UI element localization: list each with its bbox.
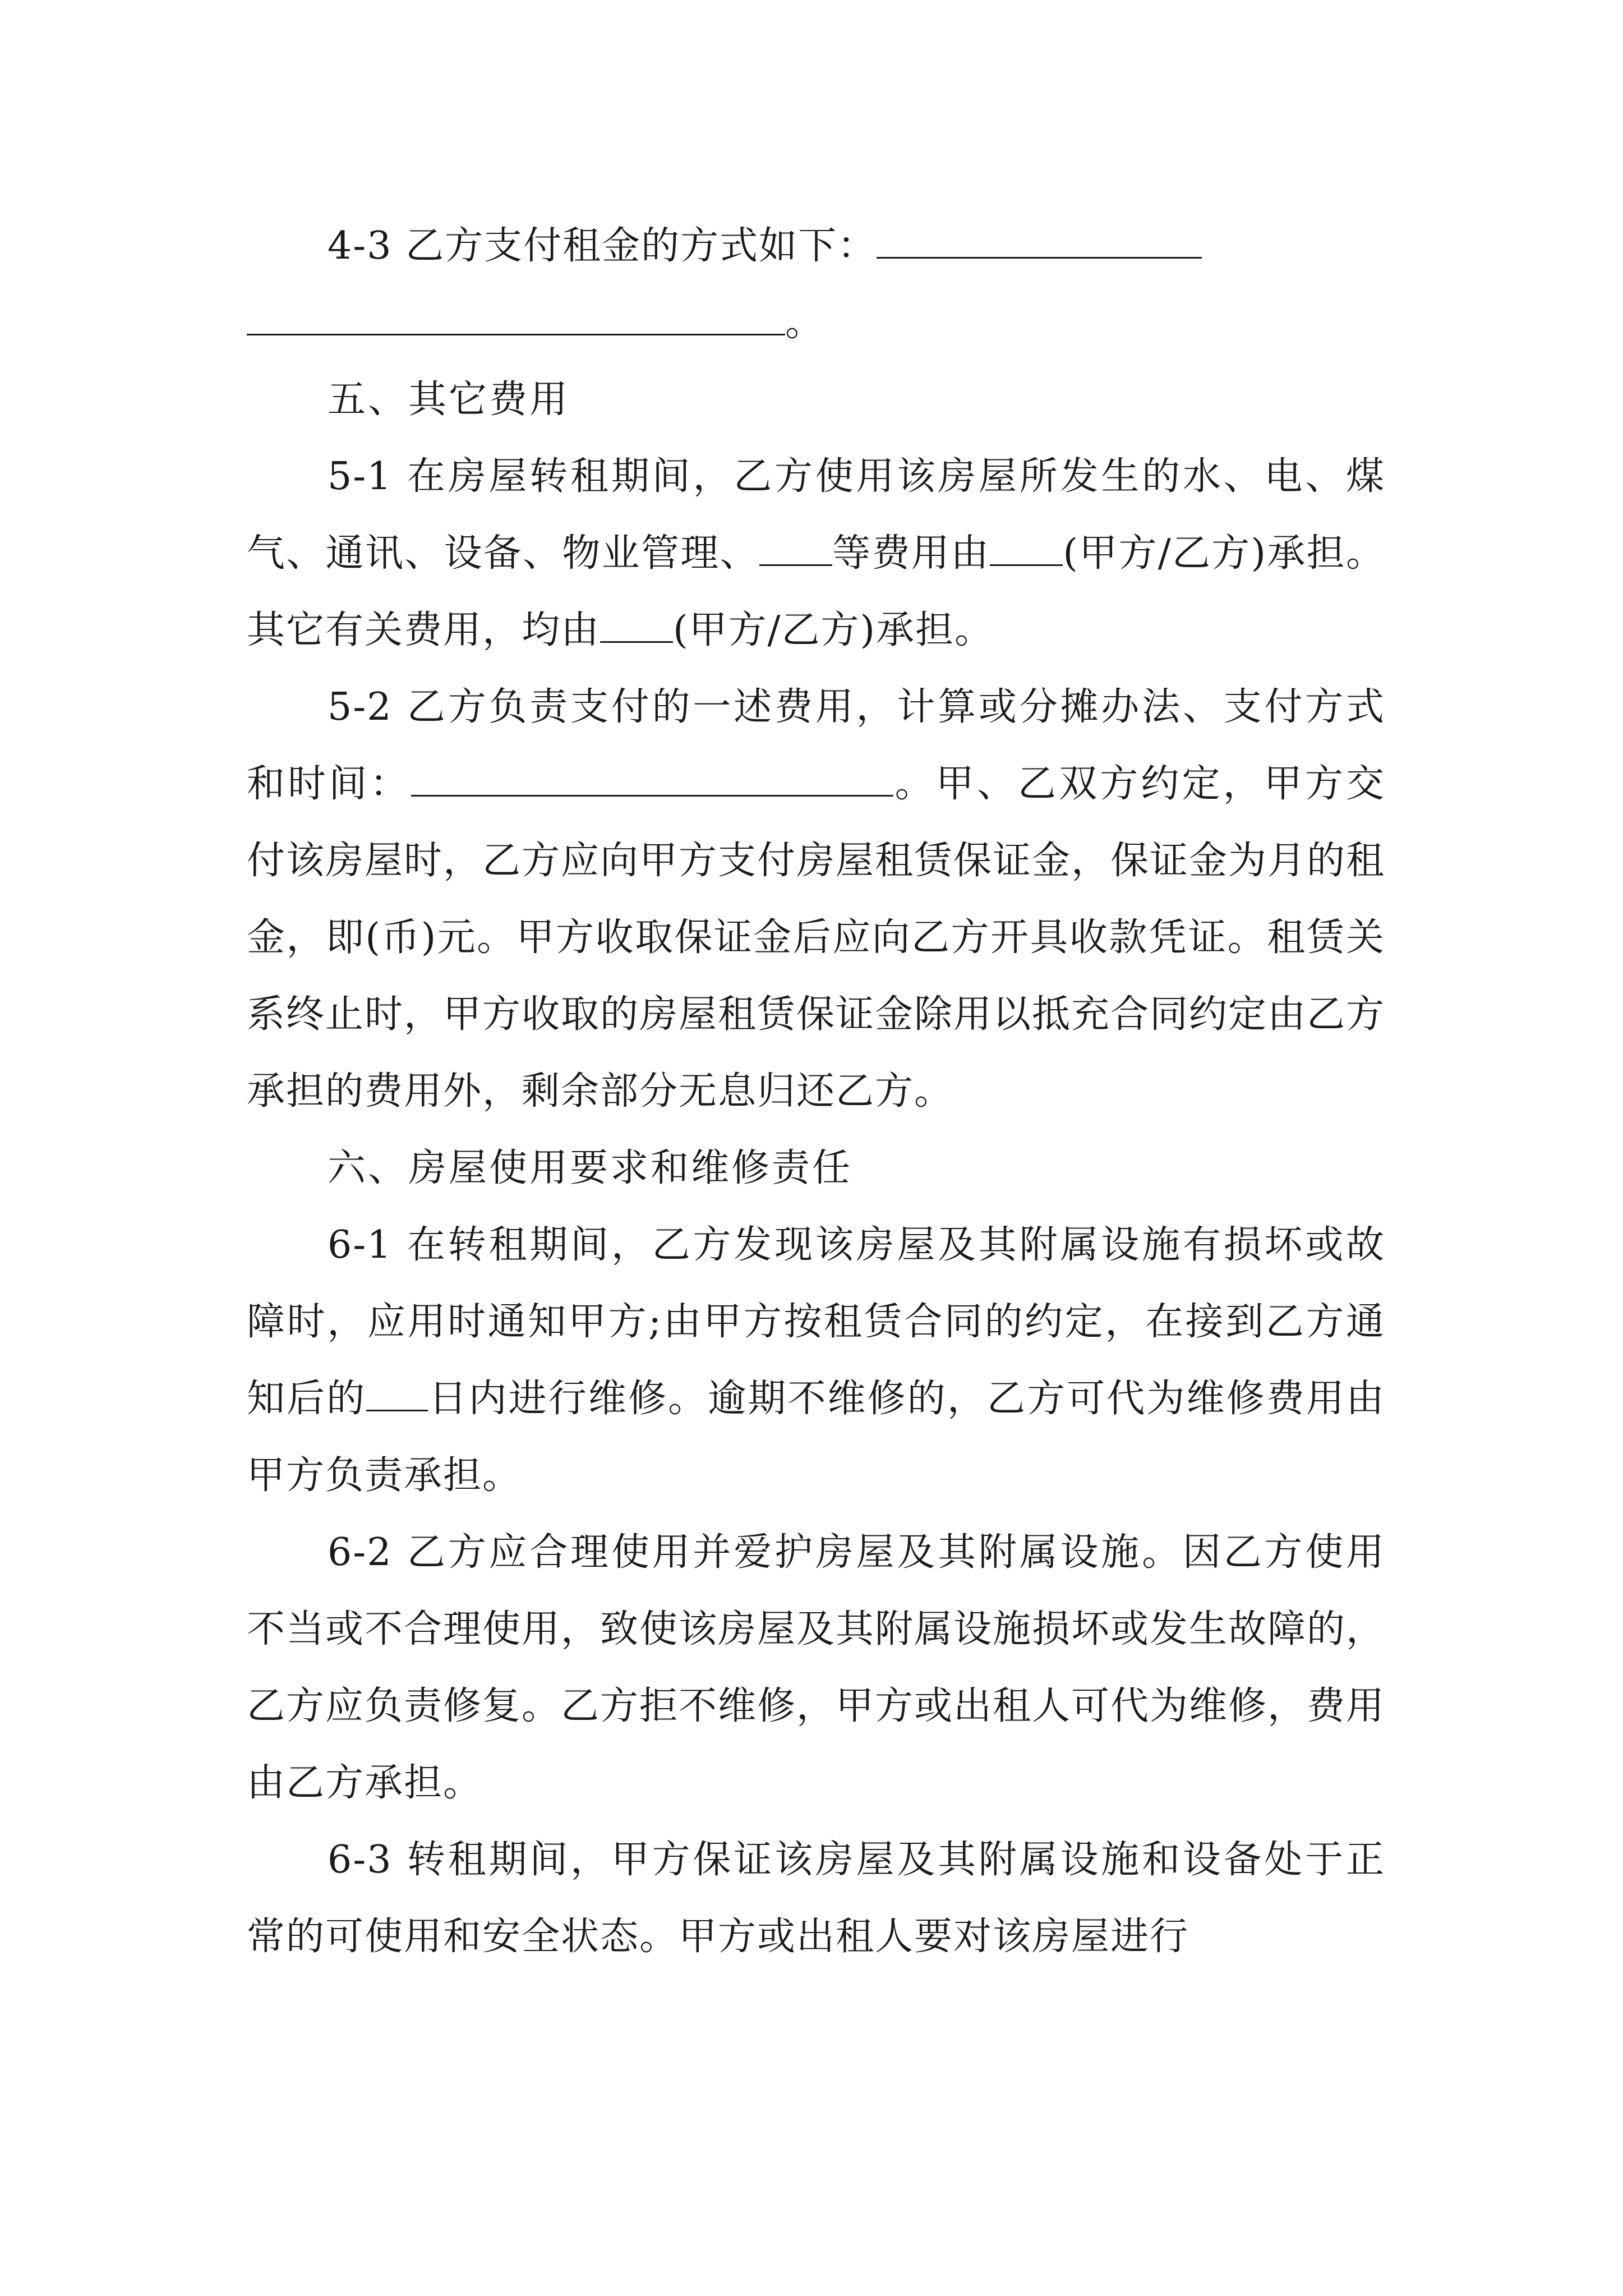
clause-6-1-text-b: 日内进行维修。逾期不维修的，乙方可代为维修费用由甲方负责承担。 — [247, 1377, 1385, 1498]
fill-blank[interactable] — [990, 533, 1063, 566]
clause-5-1-text-c: (甲方/乙方)承担。其它有关费用，均由 — [247, 531, 1385, 652]
clause-5-1-text-d: (甲方/乙方)承担。 — [673, 608, 994, 652]
fill-blank[interactable] — [600, 610, 673, 643]
clause-4-3-end: 。 — [785, 301, 825, 345]
section-heading-5: 五、其它费用 — [328, 378, 570, 422]
clause-5-1-text-b: 等费用由 — [832, 531, 990, 576]
clause-6-2: 6-2 乙方应合理使用并爱护房屋及其附属设施。因乙方使用不当或不合理使用，致使该房屋及其附属设施损坏或发生故障的，乙方应负责修复。乙方拒不维修，甲方或出租人可代为维修，费用由乙方承担。 — [247, 1530, 1386, 1805]
fill-blank[interactable] — [759, 533, 832, 566]
clause-5-2-text-a: 5-2 乙方负责支付的一述费用，计算或分摊办法、支付方式和时间： — [247, 685, 1385, 806]
document-body — [247, 208, 1385, 1975]
fill-blank[interactable] — [877, 226, 1202, 259]
fill-blank[interactable] — [247, 302, 785, 335]
clause-4-3-text: 4-3 乙方支付租金的方式如下： — [328, 224, 877, 268]
clause-5-2 — [247, 669, 1385, 1130]
clause-6-1 — [247, 1207, 1385, 1514]
clause-4-3-continuation — [247, 284, 1385, 361]
clause-6-1-text-a: 6-1 在转租期间，乙方发现该房屋及其附属设施有损坏或故障时，应用时通知甲方;由甲方按租赁合同的约定，在接到乙方通知后的 — [247, 1223, 1385, 1421]
fill-blank[interactable] — [411, 763, 893, 797]
clause-5-2-text-b: 。甲、乙双方约定，甲方交付该房屋时，乙方应向甲方支付房屋租赁保证金，保证金为月的租金，即(币)元。甲方收取保证金后应向乙方开具收款凭证。租赁关系终止时，甲方收取的房屋租赁保证金除用以抵充合同约定由乙方承担的费用外，剩余部分无息归还乙方。 — [247, 762, 1386, 1114]
section-heading-6: 六、房屋使用要求和维修责任 — [328, 1146, 853, 1190]
clause-5-1-text-a: 5-1 在房屋转租期间，乙方使用该房屋所发生的水、电、煤气、通讯、设备、物业管理、 — [247, 454, 1385, 576]
clause-6-3: 6-3 转租期间，甲方保证该房屋及其附属设施和设备处于正常的可使用和安全状态。甲方或出租人要对该房屋进行 — [247, 1838, 1385, 1959]
fill-blank[interactable] — [366, 1378, 428, 1411]
clause-4-3 — [247, 208, 1385, 284]
clause-5-1 — [247, 438, 1385, 669]
